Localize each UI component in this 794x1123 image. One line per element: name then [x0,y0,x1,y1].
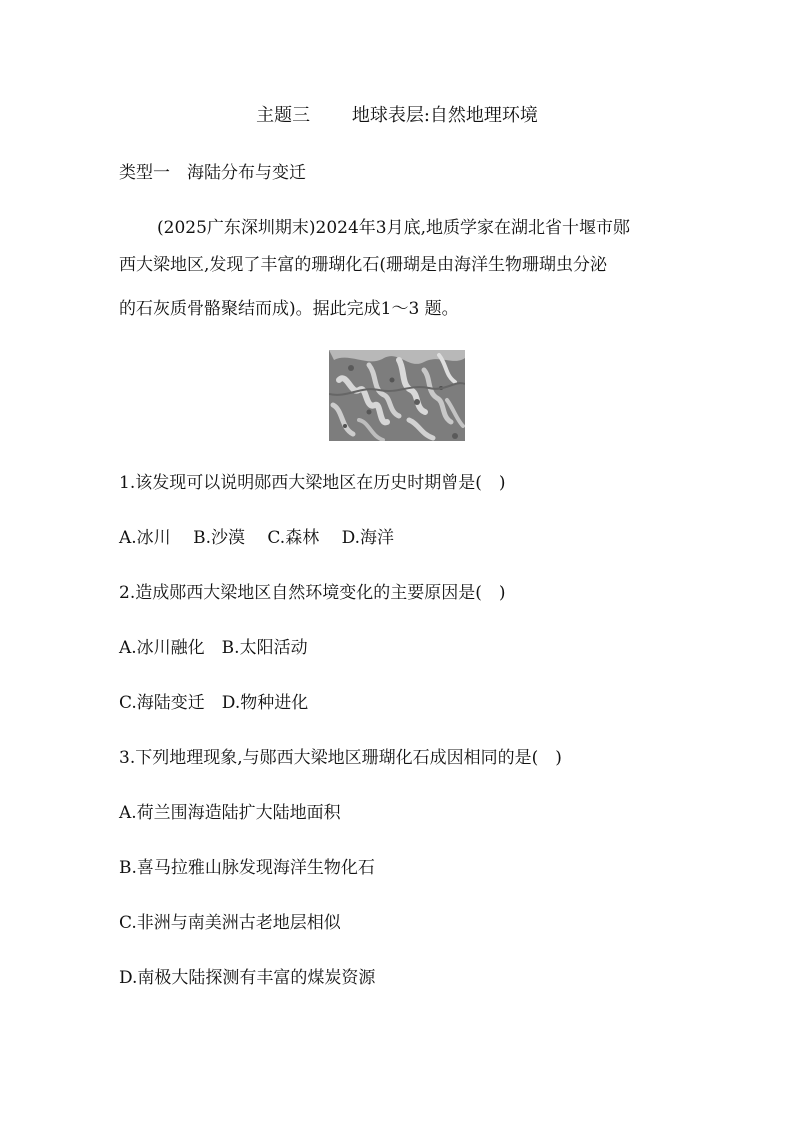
question-2-stem: 2.造成郧西大梁地区自然环境变化的主要原因是( ) [119,583,506,603]
title-subject: 地球表层:自然地理环境 [351,105,538,126]
question-3-option-b: B.喜马拉雅山脉发现海洋生物化石 [119,858,375,878]
section-heading: 类型一 海陆分布与变迁 [119,163,306,183]
page-title [0,104,794,128]
intro-line-3: 的石灰质骨骼聚结而成)。据此完成1～3 题。 [119,299,459,319]
question-3-stem: 3.下列地理现象,与郧西大梁地区珊瑚化石成因相同的是( ) [119,748,562,768]
title-theme: 主题三 [256,105,311,126]
question-1-options: A.冰川 B.沙漠 C.森林 D.海洋 [119,528,395,548]
question-2-options-line-2: C.海陆变迁 D.物种进化 [119,693,309,713]
question-1-stem: 1.该发现可以说明郧西大梁地区在历史时期曾是( ) [119,473,506,493]
question-3-option-d: D.南极大陆探测有丰富的煤炭资源 [119,968,376,988]
intro-line-2: 西大梁地区,发现了丰富的珊瑚化石(珊瑚是由海洋生物珊瑚虫分泌 [119,255,608,275]
question-3-option-a: A.荷兰围海造陆扩大陆地面积 [119,803,341,823]
question-3-option-c: C.非洲与南美洲古老地层相似 [119,913,341,933]
coral-fossil-photo [329,350,465,441]
intro-line-1: (2025广东深圳期末)2024年3月底,地质学家在湖北省十堰市郧 [157,218,631,238]
question-2-options-line-1: A.冰川融化 B.太阳活动 [119,638,308,658]
